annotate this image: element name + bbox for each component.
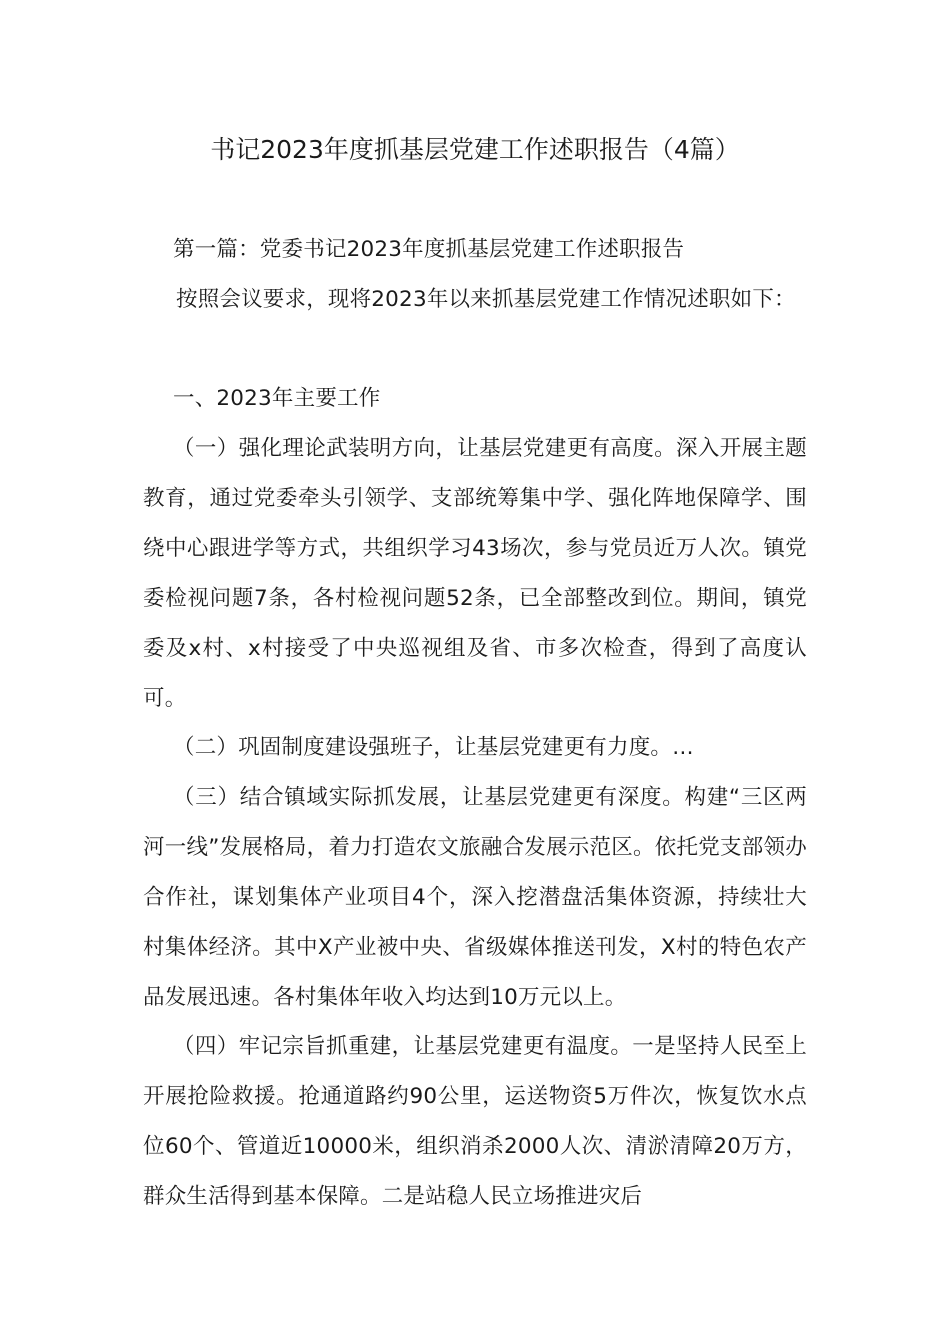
paragraph-item-4 [143, 1022, 807, 1222]
paragraph-section-heading [143, 374, 807, 424]
document-title: 书记2023年度抓基层党建工作述职报告（4篇） [210, 135, 740, 164]
item-2-text: （二）巩固制度建设强班子，让基层党建更有力度。… [173, 735, 694, 760]
paragraph-intro [143, 275, 807, 325]
item-4-text: （四）牢记宗旨抓重建，让基层党建更有温度。一是坚持人民至上开展抢险救援。抢通道路约90公里，运送物资5万件次，恢复饮水点位60个、管道近10000米，组织消杀2000人次、清淤清障20万方，群众生活得到基本保障。二是站稳人民立场推进灾后 [143, 1034, 807, 1209]
intro-text: 按照会议要求，现将2023年以来抓基层党建工作情况述职如下： [176, 287, 796, 312]
item-1-text: （一）强化理论武装明方向，让基层党建更有高度。深入开展主题教育，通过党委牵头引领学、支部统筹集中学、强化阵地保障学、围绕中心跟进学等方式，共组织学习43场次，参与党员近万人次。镇党委检视问题7条，各村检视问题52条，已全部整改到位。期间，镇党委及x村、x村接受了中央巡视组及省、市多次检查，得到了高度认可。 [143, 436, 807, 711]
paragraph-item-1 [143, 424, 807, 724]
article-heading: 第一篇：党委书记2023年度抓基层党建工作述职报告 [173, 237, 685, 262]
item-3-text: （三）结合镇域实际抓发展，让基层党建更有深度。构建“三区两河一线”发展格局，着力打造农文旅融合发展示范区。依托党支部领办合作社，谋划集体产业项目4个，深入挖潜盘活集体资源，持续壮大村集体经济。其中X产业被中央、省级媒体推送刊发，X村的特色农产品发展迅速。各村集体年收入均达到10万元以上。 [143, 785, 807, 1010]
section-heading: 一、2023年主要工作 [173, 386, 381, 411]
paragraph-first-article-heading [143, 225, 807, 275]
paragraph-item-3 [143, 773, 807, 1023]
paragraph-item-2 [143, 723, 807, 773]
